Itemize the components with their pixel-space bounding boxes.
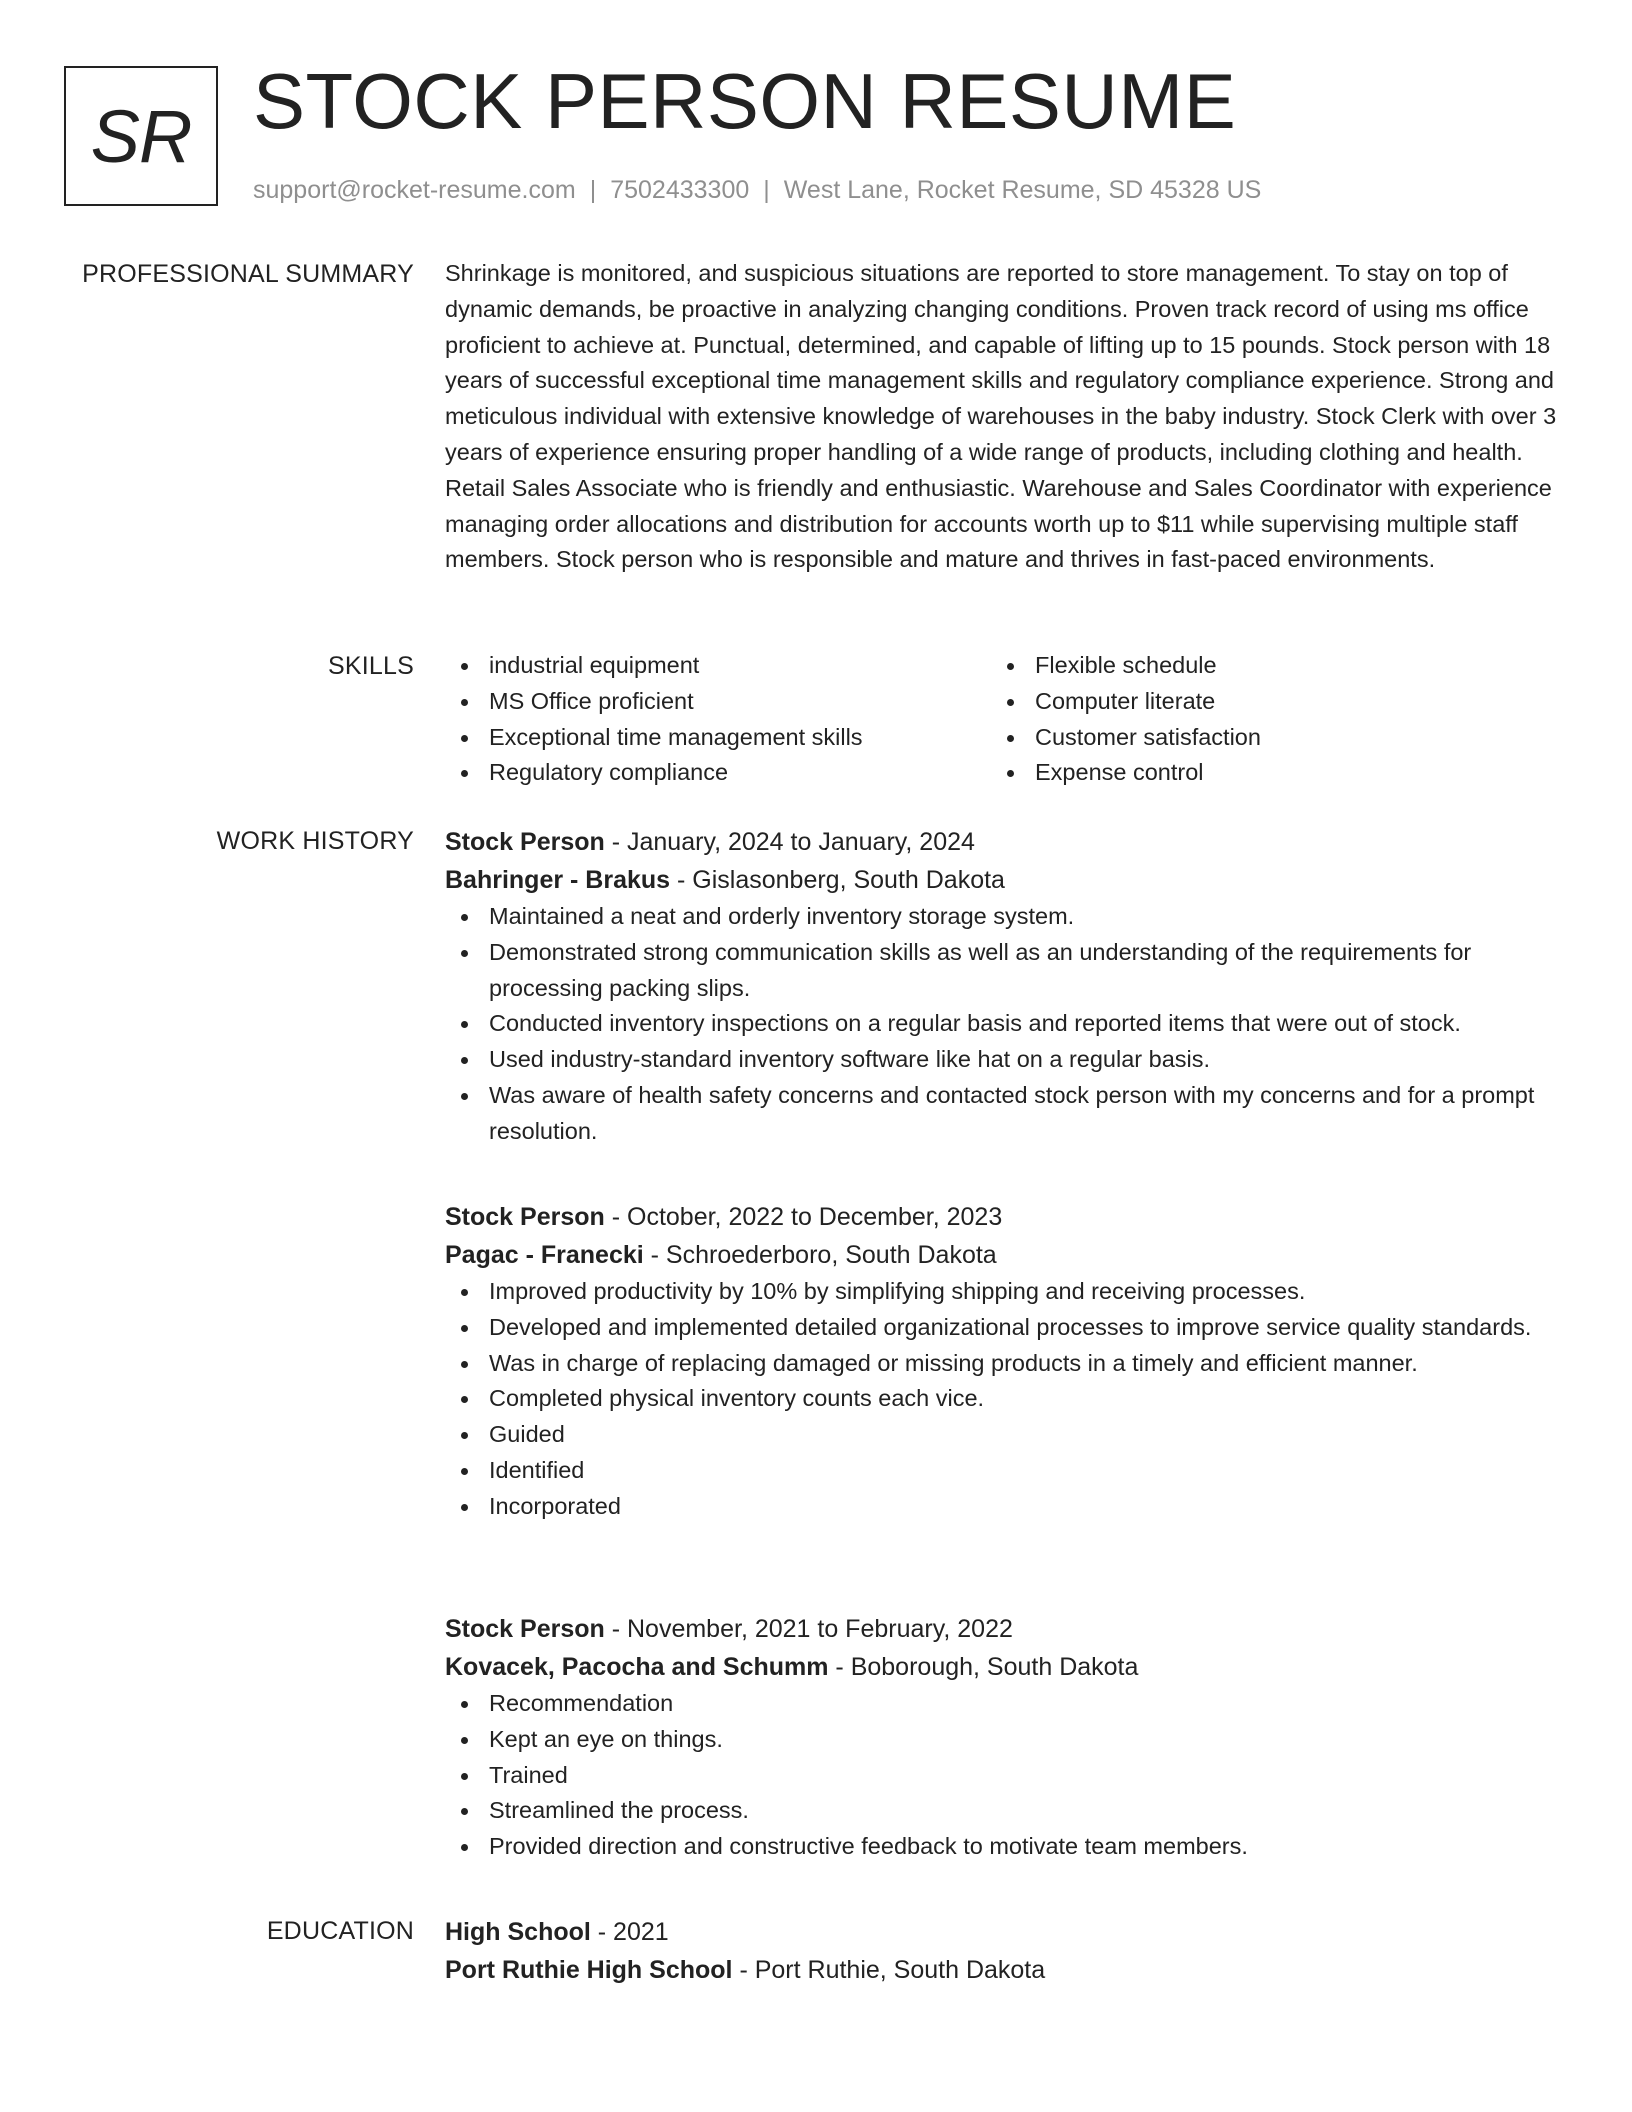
job-title: Stock Person	[445, 1203, 605, 1231]
contact-address: West Lane, Rocket Resume, SD 45328 US	[783, 176, 1262, 204]
job-title-line	[445, 1610, 1560, 1648]
job-entry	[445, 1198, 1560, 1525]
job-company: Kovacek, Pacocha and Schumm	[445, 1653, 829, 1681]
education-section	[445, 1913, 1560, 1989]
summary-section	[445, 256, 1560, 578]
section-label-work-history: WORK HISTORY	[216, 827, 414, 855]
contact-separator: |	[763, 176, 770, 204]
education-location: - Port Ruthie, South Dakota	[732, 1956, 1046, 1984]
contact-separator: |	[589, 176, 597, 204]
job-bullet: Conducted inventory inspections on a regular basis and reported items that were out of stock.	[445, 1006, 1560, 1042]
job-bullet: Provided direction and constructive feedback to motivate team members.	[445, 1829, 1560, 1865]
skill-item: Expense control	[991, 755, 1537, 791]
job-title-line	[445, 1198, 1560, 1236]
skill-item: Flexible schedule	[991, 648, 1537, 684]
job-company: Bahringer - Brakus	[445, 866, 671, 894]
job-title: Stock Person	[445, 828, 605, 856]
job-entry	[445, 823, 1560, 1150]
job-company-line	[445, 1648, 1560, 1686]
contact-line	[253, 174, 1261, 206]
section-label-education: EDUCATION	[266, 1917, 414, 1945]
job-bullets	[445, 899, 1560, 1150]
job-bullet: Trained	[445, 1758, 1560, 1794]
job-dates: - November, 2021 to February, 2022	[604, 1615, 1013, 1643]
education-school: Port Ruthie High School	[445, 1956, 733, 1984]
job-bullets	[445, 1274, 1560, 1525]
job-company: Pagac - Franecki	[445, 1241, 644, 1269]
job-bullet: Developed and implemented detailed organizational processes to improve service quality standards.	[445, 1310, 1560, 1346]
skill-item: Exceptional time management skills	[445, 720, 991, 756]
education-degree: High School	[445, 1918, 591, 1946]
skill-item: MS Office proficient	[445, 684, 991, 720]
job-bullet: Recommendation	[445, 1686, 1560, 1722]
job-company-line	[445, 1236, 1560, 1274]
job-bullet: Maintained a neat and orderly inventory storage system.	[445, 899, 1560, 935]
skills-column-left	[445, 648, 991, 791]
job-bullet: Used industry-standard inventory software like hat on a regular basis.	[445, 1042, 1560, 1078]
monogram-badge: SR	[64, 66, 218, 206]
section-label-skills: SKILLS	[328, 652, 414, 680]
job-location: - Boborough, South Dakota	[828, 1653, 1139, 1681]
skill-item: industrial equipment	[445, 648, 991, 684]
job-bullet: Incorporated	[445, 1489, 1560, 1525]
education-year: - 2021	[590, 1918, 669, 1946]
skills-column-right	[991, 648, 1537, 791]
job-title: Stock Person	[445, 1615, 605, 1643]
job-company-line	[445, 861, 1560, 899]
job-bullet: Was aware of health safety concerns and contacted stock person with my concerns and for a prompt resolution.	[445, 1078, 1560, 1150]
job-dates: - October, 2022 to December, 2023	[604, 1203, 1003, 1231]
education-degree-line	[445, 1913, 1560, 1951]
education-school-line	[445, 1951, 1560, 1989]
skills-grid	[445, 648, 1560, 791]
contact-phone[interactable]: 7502433300	[610, 176, 750, 204]
contact-email[interactable]: support@rocket-resume.com	[253, 176, 576, 204]
job-location: - Gislasonberg, South Dakota	[670, 866, 1005, 894]
job-title-line	[445, 823, 1560, 861]
job-bullet: Kept an eye on things.	[445, 1722, 1560, 1758]
skill-item: Regulatory compliance	[445, 755, 991, 791]
resume-title: STOCK PERSON RESUME	[253, 57, 1237, 145]
section-label-summary: PROFESSIONAL SUMMARY	[82, 260, 414, 288]
skill-item: Computer literate	[991, 684, 1537, 720]
job-bullet: Guided	[445, 1417, 1560, 1453]
skills-section	[445, 648, 1560, 791]
skill-item: Customer satisfaction	[991, 720, 1537, 756]
summary-text: Shrinkage is monitored, and suspicious situations are reported to store management. To stay on top of dynamic demands, be proactive in analyzing changing conditions. Proven track record of using ms office proficient to achieve at. Punctual, determined, and capable of lifting up to 15 pounds. Stock person with 18 years of successful exceptional time management skills and regulatory compliance experience. Strong and meticulous individual with extensive knowledge of warehouses in the baby industry. Stock Clerk with over 3 years of experience ensuring proper handling of a wide range of products, including clothing and health. Retail Sales Associate who is friendly and enthusiastic. Warehouse and Sales Coordinator with experience managing order allocations and distribution for accounts worth up to $11 while supervising multiple staff members. Stock person who is responsible and mature and thrives in fast-paced environments.	[445, 260, 1557, 573]
job-bullet: Identified	[445, 1453, 1560, 1489]
job-bullet: Completed physical inventory counts each vice.	[445, 1381, 1560, 1417]
job-entry	[445, 1610, 1560, 1865]
job-bullet: Was in charge of replacing damaged or missing products in a timely and efficient manner.	[445, 1346, 1560, 1382]
job-dates: - January, 2024 to January, 2024	[604, 828, 975, 856]
job-location: - Schroederboro, South Dakota	[643, 1241, 997, 1269]
job-bullet: Streamlined the process.	[445, 1793, 1560, 1829]
job-bullet: Demonstrated strong communication skills as well as an understanding of the requirements for processing packing slips.	[445, 935, 1560, 1007]
job-bullet: Improved productivity by 10% by simplifying shipping and receiving processes.	[445, 1274, 1560, 1310]
job-bullets	[445, 1686, 1560, 1865]
